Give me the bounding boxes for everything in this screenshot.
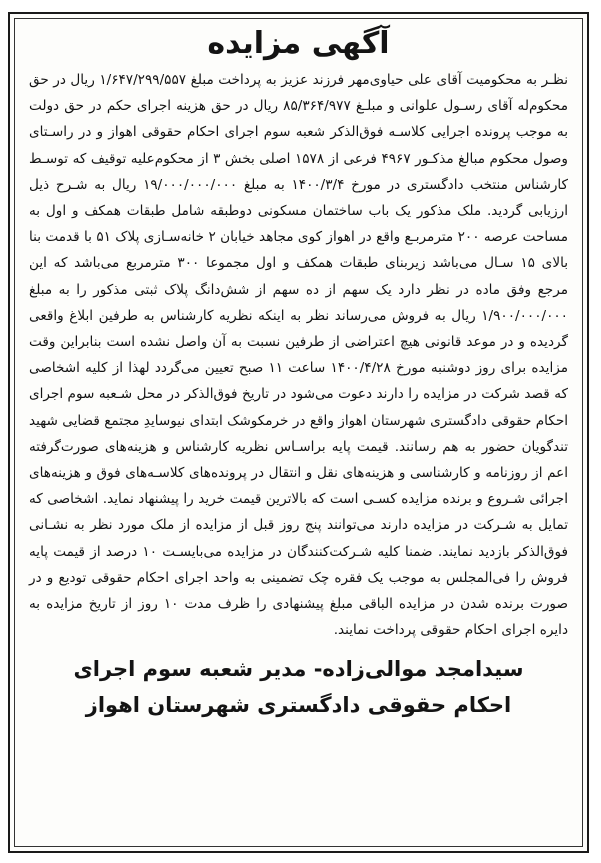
notice-body: نظـر به محکومیت آقای علی حیاوی‌مهر فرزند عزیز به پرداخت مبلغ ۱/۶۴۷/۲۹۹/۵۵۷ ریال در حق محکوم‌له آقای رسـول علوانی و مبلـغ ۸۵/۳۶۴/۹۷۷ ریال در حق هزینه اجرای حکم در حق دولت به موجب پرونده اجرایی کلاسـه فوق‌الذکر شعبه سوم اجرای احکام حقوقی اهواز و در راسـتای وصول محکوم مبالغ مذکـور ۴۹۶۷ فرعی از ۱۵۷۸ اصلی بخش ۳ از محکوم‌علیه توقیف که توسـط کارشناس منتخب دادگستری در مورخ ۱۴۰۰/۳/۴ به مبلغ ۱۹/۰۰۰/۰۰۰/۰۰۰ ریال به شـرح ذیل ارزیابی گردید. ملک مذکور یک باب ساختمان مسکونی دوطبقه شامل طبقات همکف و اول به مساحت عرصه ۲۰۰ مترمربـع واقع در اهواز کوی مجاهد خیابان ۲ خانه‌سـازی پلاک ۵۱ با قدمت بنا بالای ۱۵ سـال می‌باشد زیربنای طبقات همکف و اول مجموعا ۳۰۰ مترمربع می‌باشد که این مرجع وفق ماده در نظر دارد یک سهم از ده سهم از شش‌دانگ پلاک ثبتی مذکور را به مبلغ ۱/۹۰۰/۰۰۰/۰۰۰ ریال به فروش می‌رساند نظر به اینکه نظریه کارشناس به طرفین ابلاغ واقعی گردیده و در موعد قانونی هیچ اعتراضی از طرفین نسبت به آن واصل نشده است بنابراین وقت مزایده برای روز دوشنبه مورخ ۱۴۰۰/۴/۲۸ ساعت ۱۱ صبح تعیین می‌گردد لهذا از کلیه اشخاصی که قصد شرکت در مزایده را دارند دعوت می‌شود در تاریخ فوق‌الذکر در محل شـعبه سوم اجرای احکام حقوقی دادگستری شهرستان اهواز واقع در خرمکوشک ابتدای نیوسایدِ مجتمع قضایی شهید تندگویان حضور به هم رسانند. قیمت پایه براسـاس نظریه کارشناس و هزینه‌های صورت‌گرفته اعم از روزنامه و کارشناسی و هزینه‌های نقل و انتقال در پرونده‌های کلاسـه‌های فوق و هزینه‌های اجرائی شـروع و برنده مزایده کسـی است که بالاترین قیمت خرید را پیشنهاد نماید. اشخاصی که تمایل به شـرکت در مزایده دارند می‌توانند پنج روز قبل از مزایده از ملک مورد نظر به نشـانی فوق‌الذکر بازدید نمایند. ضمنا کلیه شـرکت‌کنندگان در مزایده می‌بایسـت ۱۰ درصد از قیمت پایه فروش را فی‌المجلس به موجب یک فقره چک تضمینی به واحد اجرای احکام حقوقی تودیع و در صورت برنده شدن در مزایده الباقی مبلغ پیشنهادی را ظرف مدت ۱۰ روز از تاریخ مزایده به دایره اجرای احکام حقوقی پرداخت نمایند. [29, 72, 569, 639]
notice-inner-border [14, 18, 583, 847]
signature-block [29, 651, 568, 723]
notice-title: آگهی مزایده [207, 26, 390, 61]
signature-line-2: احکام حقوقی دادگستری شهرستان اهواز [85, 693, 512, 718]
notice-frame [8, 12, 589, 853]
signature-line-1: سیدامجد موالی‌زاده- مدیر شعبه سوم اجرای [73, 657, 524, 682]
